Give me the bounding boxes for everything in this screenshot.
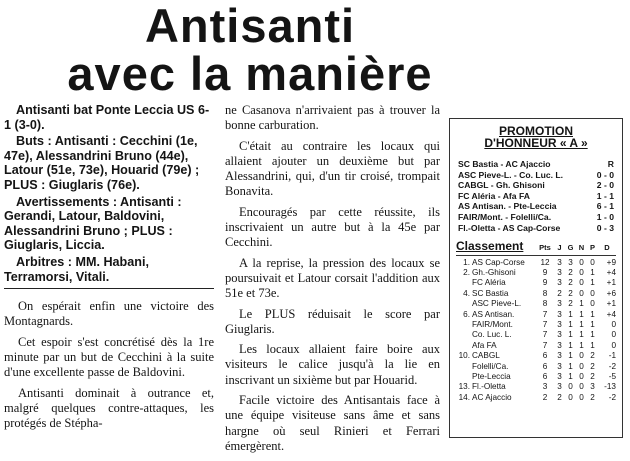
result-match: FAIR/Mont. - Folelli/Ca. [458, 211, 552, 222]
results-list [458, 159, 614, 233]
standings-cell-j: 3 [557, 267, 562, 277]
standings-cell-pts: 7 [542, 320, 548, 329]
standings-cell-n: 1 [579, 340, 584, 350]
standings-cell-pos [456, 299, 472, 309]
standings-cell-j: 3 [557, 382, 562, 392]
paragraph: On espérait enfin une victoire des Montagnards. [4, 299, 214, 329]
standings-row [456, 258, 616, 268]
standings-cell-team: SC Bastia [472, 288, 509, 298]
standings-cell-g: 1 [568, 361, 573, 371]
summary-divider [4, 288, 214, 289]
header-p: P [589, 243, 595, 253]
standings-cell-team: ASC Pieve-L. [472, 299, 522, 309]
standings-cell-d: +9 [606, 257, 616, 267]
standings-cell-team: Folelli/Ca. [472, 361, 509, 371]
standings-row [456, 382, 616, 392]
standings-cell-pos [456, 330, 472, 340]
standings-row [456, 289, 616, 299]
standings-cell-team: Co. Luc. L. [472, 330, 512, 340]
standings-cell-g: 2 [568, 267, 573, 277]
standings-cell-p: 1 [590, 320, 595, 329]
standings-cell-d: 0 [611, 320, 616, 329]
standings-cell-p: 0 [590, 288, 595, 298]
match-summary [4, 103, 214, 284]
result-match: ASC Pieve-L. - Co. Luc. L. [458, 169, 564, 180]
standings-cell-n: 0 [579, 278, 584, 288]
standings-cell-team: Pte-Leccia [472, 372, 511, 382]
standings-cell-team: FAIR/Mont. [472, 320, 513, 329]
standings-cell-d: +4 [606, 267, 616, 277]
standings-cell-d: +4 [606, 309, 616, 319]
standings-row [456, 310, 616, 320]
standings-cell-j: 2 [557, 288, 562, 298]
standings-cell-pos: 13. [458, 382, 470, 392]
standings-cell-pts: 7 [542, 309, 548, 319]
standings-row [456, 278, 616, 288]
standings-row [456, 320, 616, 330]
standings-cell-g: 0 [568, 382, 573, 392]
result-row [458, 170, 614, 181]
standings-cell-p: 2 [590, 392, 595, 402]
standings-cell-n: 1 [579, 320, 584, 329]
result-match: Fl.-Oletta - AS Cap-Corse [458, 222, 561, 233]
article-column-2 [225, 103, 440, 459]
paragraph: Cet espoir s'est concrétisé dès la 1re minute par un but de Cecchini à la suite d'une excellente passe de Baldovini. [4, 334, 214, 380]
result-score: 2 - 0 [596, 180, 614, 191]
standings-cell-pts: 6 [542, 372, 548, 382]
summary-referees: Arbitres : MM. Habani, Terramorsi, Vitali. [4, 254, 149, 284]
standings-cell-j: 3 [557, 299, 562, 309]
result-score: 0 - 3 [596, 222, 614, 233]
standings-cell-pts: 6 [542, 361, 548, 371]
standings-cell-d: -5 [608, 372, 616, 382]
header-d: D [604, 243, 610, 253]
standings-cell-n: 0 [579, 257, 584, 267]
standings-cell-d: 0 [611, 340, 616, 350]
standings-cell-team: Fl.-Oletta [472, 382, 506, 392]
result-score: 1 - 0 [596, 211, 614, 222]
result-match: CABGL - Gh. Ghisoni [458, 180, 545, 191]
header-g: G [567, 243, 574, 253]
standings-cell-pos: 14. [458, 392, 470, 402]
header-pts: Pts [539, 243, 551, 253]
standings-cell-g: 1 [568, 330, 573, 340]
article-headline [0, 2, 500, 98]
standings-cell-g: 1 [568, 340, 573, 350]
paragraph: Encouragés par cette réussite, ils inscrivaient un autre but à la 45e par Cecchini. [225, 204, 440, 250]
standings-cell-pos [456, 278, 472, 288]
standings-cell-pos [456, 320, 472, 330]
summary-goals: Buts : Antisanti : Cecchini (1e, 47e), Alessandrini Bruno (44e), Latour (51e, 73e), Houarid (79e) ; PLUS : Giuglaris (76e). [4, 134, 200, 192]
standings-table [456, 241, 616, 403]
standings-rows [456, 258, 616, 404]
standings-cell-pts: 3 [542, 382, 548, 392]
paragraph: Le PLUS réduisait le score par Giuglaris. [225, 306, 440, 336]
standings-cell-n: 1 [579, 330, 584, 340]
result-score: R [607, 159, 614, 169]
standings-cell-d: +6 [606, 288, 616, 298]
result-match: FC Aléria - Afa FA [458, 190, 530, 201]
standings-cell-d: -1 [608, 351, 616, 361]
standings-cell-pts: 9 [542, 278, 548, 288]
standings-cell-pts: 12 [540, 257, 550, 267]
standings-cell-pos: 2. [463, 267, 470, 277]
result-row [458, 212, 614, 223]
standings-cell-pts: 7 [542, 330, 548, 340]
standings-row [456, 393, 616, 403]
standings-cell-pos [456, 341, 472, 351]
standings-cell-team: Gh.-Ghisoni [472, 267, 516, 277]
standings-row [456, 299, 616, 309]
standings-cell-p: 1 [590, 278, 595, 288]
standings-header [456, 241, 616, 255]
standings-cell-pts: 9 [542, 267, 548, 277]
standings-cell-g: 1 [568, 372, 573, 382]
standings-cell-j: 3 [557, 257, 562, 267]
summary-cautions: Avertissements : Antisanti : Gerandi, Latour, Baldovini, Alessandrini Bruno ; PLUS : Giuglaris, Liccia. [4, 194, 182, 253]
paragraph: C'était au contraire les locaux qui allaient ajouter un deuxième but par Alessandrini, qui, d'un tir croisé, trompait Bonavita. [225, 138, 440, 199]
headline-line-2: avec la manière [67, 47, 433, 100]
league-title [450, 125, 622, 149]
standings-cell-pos [456, 372, 472, 382]
standings-cell-pts: 2 [542, 392, 548, 402]
standings-cell-g: 1 [568, 309, 573, 319]
standings-cell-g: 0 [568, 392, 573, 402]
standings-cell-d: -2 [608, 392, 616, 402]
result-score: 1 - 1 [596, 190, 614, 201]
standings-cell-p: 2 [590, 351, 595, 361]
standings-cell-team: FC Aléria [472, 278, 506, 288]
standings-cell-d: +1 [606, 299, 616, 309]
standings-row [456, 268, 616, 278]
standings-cell-d: +1 [606, 278, 616, 288]
standings-cell-j: 2 [557, 392, 562, 402]
standings-cell-p: 1 [590, 267, 595, 277]
standings-cell-pos: 10. [458, 351, 470, 361]
standings-row [456, 330, 616, 340]
standings-cell-p: 3 [590, 382, 595, 392]
standings-cell-pts: 8 [542, 299, 548, 309]
standings-cell-p: 1 [590, 330, 595, 340]
standings-cell-pts: 8 [542, 288, 548, 298]
standings-cell-j: 3 [557, 361, 562, 371]
result-score: 6 - 1 [596, 201, 614, 212]
standings-cell-p: 0 [590, 299, 595, 309]
standings-cell-g: 1 [568, 320, 573, 329]
paragraph: Facile victoire des Antisantais face à une équipe visiteuse sans âme et sans hargne où seul Rinieri et Ferrari émergèrent. [225, 393, 440, 453]
result-row [458, 223, 614, 234]
header-j: J [557, 243, 562, 253]
result-row [458, 191, 614, 202]
standings-cell-p: 1 [590, 340, 595, 350]
standings-cell-team: AC Ajaccio [472, 392, 512, 402]
standings-cell-n: 0 [579, 267, 584, 277]
standings-cell-g: 1 [568, 351, 573, 361]
article-column-1 [4, 103, 214, 437]
standings-cell-g: 2 [568, 278, 573, 288]
standings-cell-d: -13 [604, 382, 616, 392]
standings-cell-p: 2 [590, 361, 595, 371]
standings-cell-g: 3 [568, 257, 573, 267]
standings-cell-j: 3 [557, 309, 562, 319]
standings-cell-d: -2 [608, 361, 616, 371]
standings-cell-d: 0 [611, 330, 616, 340]
league-box [449, 118, 623, 438]
standings-cell-p: 2 [590, 372, 595, 382]
result-score: 0 - 0 [596, 169, 614, 180]
standings-cell-pos [456, 362, 472, 372]
standings-cell-n: 0 [579, 372, 584, 382]
standings-cell-j: 3 [557, 330, 562, 340]
league-title-line-2: D'HONNEUR « A » [484, 136, 588, 150]
standings-cell-team: AS Antisan. [472, 309, 515, 319]
standings-row [456, 341, 616, 351]
result-row [458, 201, 614, 212]
standings-cell-pts: 6 [542, 351, 548, 361]
standings-label: Classement [456, 239, 524, 254]
header-n: N [578, 243, 585, 253]
standings-cell-p: 0 [590, 257, 595, 267]
standings-cell-p: 1 [590, 309, 595, 319]
result-row [458, 159, 614, 170]
standings-cell-g: 2 [568, 288, 573, 298]
standings-cell-j: 3 [557, 278, 562, 288]
standings-cell-team: AS Cap-Corse [472, 257, 525, 267]
standings-cell-j: 3 [557, 372, 562, 382]
result-match: AS Antisan. - Pte-Leccia [458, 201, 557, 212]
standings-cell-n: 1 [579, 299, 584, 309]
standings-cell-j: 3 [557, 351, 562, 361]
result-row [458, 180, 614, 191]
paragraph: ne Casanova n'arrivaient pas à trouver la bonne carburation. [225, 103, 440, 133]
standings-cell-n: 1 [579, 309, 584, 319]
standings-cell-n: 0 [579, 288, 584, 298]
standings-cell-team: Afa FA [472, 340, 497, 350]
result-match: SC Bastia - AC Ajaccio [458, 159, 551, 169]
summary-score: Antisanti bat Ponte Leccia US 6-1 (3-0). [4, 103, 210, 132]
paragraph: Les locaux allaient faire boire aux visiteurs le calice jusqu'à la lie en inscrivant un sixième but par Houarid. [225, 342, 440, 387]
paragraph: Antisanti dominait à outrance et, malgré quelques contre-attaques, les protégés de Stépha- [4, 385, 214, 431]
headline-line-1: Antisanti [144, 0, 356, 52]
standings-cell-j: 3 [557, 340, 562, 350]
standings-cell-pts: 7 [542, 340, 548, 350]
standings-cell-n: 0 [579, 351, 584, 361]
standings-row [456, 351, 616, 361]
standings-cell-pos: 4. [463, 288, 470, 298]
standings-cell-n: 0 [579, 361, 584, 371]
standings-cell-pos: 1. [463, 257, 470, 267]
league-title-line-1: PROMOTION [499, 124, 573, 138]
standings-cell-g: 2 [568, 299, 573, 309]
standings-cell-j: 3 [557, 320, 562, 329]
standings-cell-n: 0 [579, 392, 584, 402]
standings-cell-team: CABGL [472, 351, 500, 361]
standings-row [456, 372, 616, 382]
standings-cell-n: 0 [579, 382, 584, 392]
paragraph: A la reprise, la pression des locaux se poursuivait et Latour corsait l'addition aux 51e et 73e. [225, 255, 440, 301]
article-body-col1 [4, 299, 214, 431]
standings-row [456, 362, 616, 372]
standings-cell-pos: 6. [463, 309, 470, 319]
